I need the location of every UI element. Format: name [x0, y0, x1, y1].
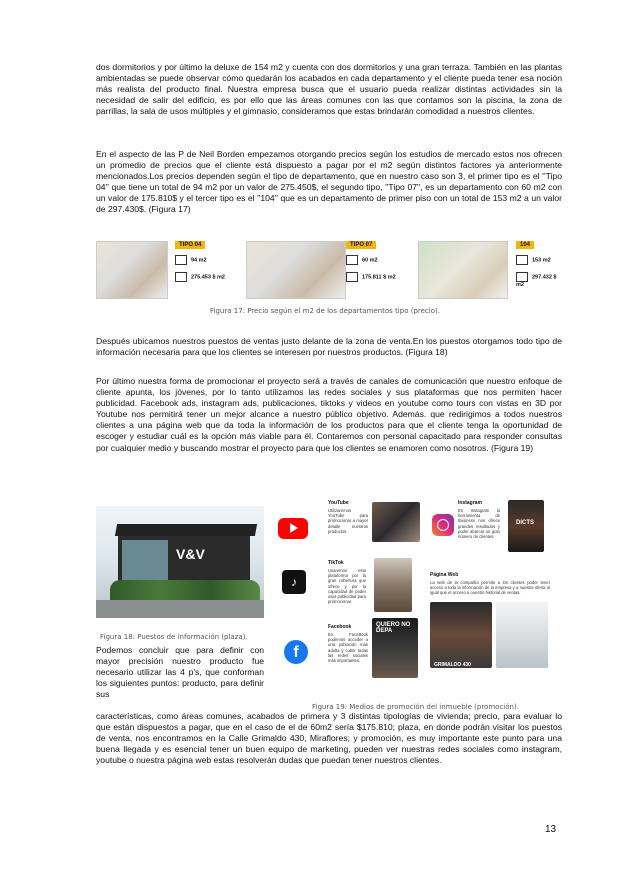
- instagram-icon: [432, 514, 454, 536]
- paragraph-4: Por último nuestra forma de promocionar el proyecto será a través de canales de comunicación que nuestro enfoque de cliente apunta, los jóvenes, por lo tanto utilizamos las redes sociales y sus plataformas que nos permiten hacer publicidad. Facebook ads, instagram ads, publicaciones, tiktoks y videos en youtube como tours con vistas en 3D por Youtube nos permitirá tener un mejor alcance a nuestro público objetivo. Además. que redirigimos a todos nuestros clientes a una página web que da toda la información de los productos para que el cliente tenga la oportunidad de escoger y estudiar cuál es la opción más viable para él. Contaremos con personal capacitado para responder consultas por cualquier medio y buscando mostrar el proyecto para que los clientes se enamoren como nosotros. (Figura 19): [96, 376, 562, 453]
- ground: [96, 600, 264, 618]
- paragraph-5-start: Podemos concluir que para definir con mayor precisión nuestro producto fue necesario utilizar las 4 p's, que conforman los siguientes puntos: producto, para definir sus: [96, 645, 264, 700]
- figure-17-caption: Figura 17: Precio según el m2 de los departamentos tipo (precio).: [210, 307, 440, 315]
- tiktok-thumbnail: [374, 558, 412, 612]
- paragraph-5-end: características, como áreas comunes, acabados de primera y 3 distintas tipologías de vivienda; precio, para evaluar lo que están dispuestos a pagar, que en el caso de el de 60m2 sería $175.810; plaza, en donde podrán visitar los puestos de venta, nos encontramos en la Calle Grimaldo 430, Miraflores; y promoción, es muy importante este punto para una buena llegada y es esencial tener un buen equipo de marketing, pueden ver nuestras redes sociales como instagram, youtube o nuestra página web estas resolverán dudas que puedan tener nuestros clientes.: [96, 711, 562, 766]
- facebook-text: En FaceBook podemos acceder a una población más adulta y cubrir todas las redes sociales más importantes.: [328, 632, 368, 664]
- youtube-text: Utilizaremos YouTube para promocionar a mayor detalle nuestros productos.: [328, 508, 368, 534]
- price-icon: [516, 272, 528, 282]
- unit-tag: TIPO 07: [346, 241, 376, 249]
- paragraph-1: dos dormitorios y por último la deluxe de 154 m2 y cuenta con dos dormitorios y una gran terraza. También en las plantas ambientadas se puede observar cómo quedarán los acabados en cada departamento y el cliente pueda tener esa noción más realista del producto final. Nuestra empresa busca que el usuario pueda realizar distintas actividades sin la necesidad de salir del edificio, es por ello que las áreas comunes con las que contamos son la piscina, la zona de parrillas, la sala de usos múltiples y el gimnasio, consideramos que estas brindarán comodidad a nuestros clientes.: [96, 62, 562, 117]
- unit-tag: TIPO 04: [175, 241, 205, 249]
- unit-price: 175.811 $ m2: [346, 272, 396, 282]
- sales-booth-roof: [115, 524, 257, 536]
- paragraph-3: Después ubicamos nuestros puestos de ventas justo delante de la zona de venta.En los puestos otorgamos todo tipo de información necesaria para que los clientes se interesen por nuestros productos. (Figura 18): [96, 336, 562, 358]
- figure-19: [272, 498, 562, 696]
- unit-tag: 104: [516, 241, 534, 249]
- floor-plan-image: [96, 241, 168, 299]
- floor-plan-image: [418, 241, 508, 299]
- plants: [110, 580, 260, 602]
- dicts-text: DICTS: [516, 520, 534, 526]
- figure-18-caption: Figura 18: Puestos de información (plaza).: [100, 633, 248, 641]
- figure-18: [96, 506, 264, 618]
- quiero-text: QUIERO NO DEPA: [376, 622, 411, 634]
- unit-area: 60 m2: [346, 255, 378, 265]
- tiktok-label: TikTok: [328, 560, 344, 566]
- grimaldo-text: GRIMALDO 430: [434, 662, 471, 668]
- price-icon: [175, 272, 187, 282]
- area-icon: [346, 255, 358, 265]
- web-label: Página Web: [430, 572, 459, 578]
- facebook-label: Facebook: [328, 624, 352, 630]
- unit-price: 275.453 $ m2: [175, 272, 225, 282]
- price-icon: [346, 272, 358, 282]
- paragraph-2: En el aspecto de las P de Neil Borden empezamos otorgando precios según los estudios de mercado estos nos ofrecen un promedio de precios que el cliente está dispuesto a pagar por el m2 según distintos factores ya anteriormente mencionados.Los precios dependen según el tipo de departamento, que en nuestro caso son 3, el primer tipo es el ''Tipo 04'' que tiene un total de 94 m2 por un valor de 275.450$, el segundo tipo, ''Tipo 07'', es un departamento con 60 m2 con un valor de 175.810$ y el tercer tipo es el ''104'' que es un departamento de primer piso con un total de 153 m2 a un valor de 297.430$. (Figura 17): [96, 149, 562, 215]
- floor-plan-image: [246, 241, 346, 299]
- booth-sign: V&V: [176, 546, 205, 562]
- facebook-icon: f: [284, 640, 308, 664]
- unit-price: 297.432 $ m2: [516, 272, 562, 288]
- figure-17: [96, 241, 562, 297]
- area-icon: [516, 255, 528, 265]
- instagram-thumbnail: [508, 500, 544, 552]
- instagram-label: Instagram: [458, 500, 482, 506]
- unit-area: 94 m2: [175, 255, 207, 265]
- web-screenshot: [430, 602, 492, 668]
- unit-area: 153 m2: [516, 255, 551, 265]
- instagram-text: En Instagram la herramienta de Business nos ofrece grandes resultados y poder abarcar un gran número de clientes.: [458, 508, 500, 540]
- web-screenshot: [496, 602, 548, 668]
- area-icon: [175, 255, 187, 265]
- tiktok-text: Usaremos esta plataforma por la gran cobertura que ofrece y por la capacidad de poder usar publicidad para promocionar.: [328, 568, 366, 605]
- figure-19-caption: Figura 19: Medios de promoción del inmueble (promoción).: [312, 703, 519, 711]
- page-number: 13: [545, 824, 557, 835]
- youtube-label: YouTube: [328, 500, 349, 506]
- youtube-thumbnail: [372, 502, 420, 542]
- tiktok-icon: ♪: [282, 570, 306, 594]
- web-text: La web de la compañía permite a los clientes poder tener acceso a toda la información de la empresa y a nuestra oferta al igual que el acceso a nuestro historial de ventas.: [430, 580, 550, 596]
- booth-window: [122, 540, 168, 580]
- youtube-icon: [278, 518, 308, 539]
